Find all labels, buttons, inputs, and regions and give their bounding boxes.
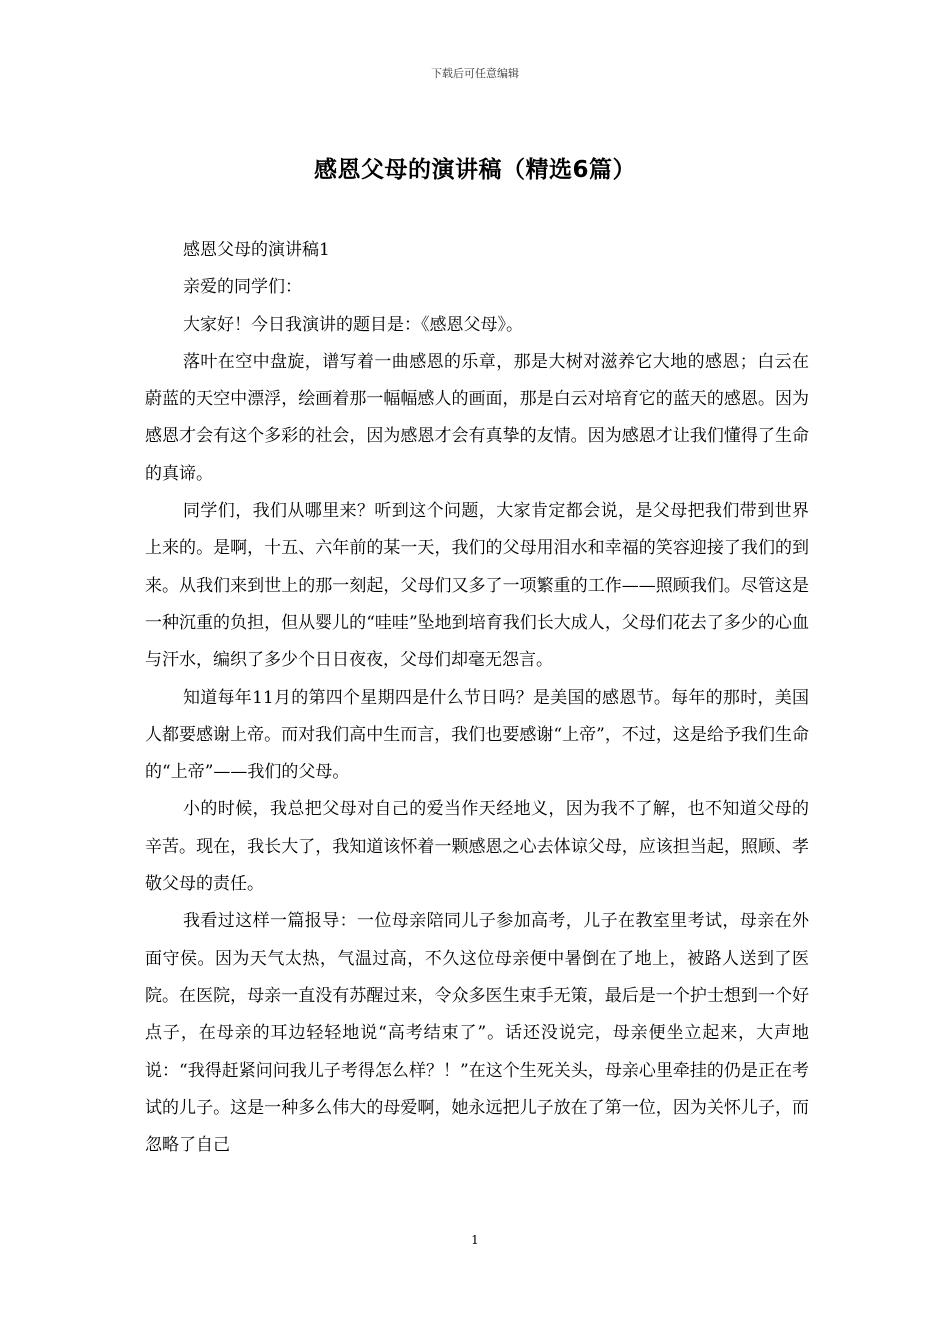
document-body xyxy=(145,232,809,1164)
salutation: 亲爱的同学们： xyxy=(183,277,302,298)
body-paragraph: 小的时候，我总把父母对自己的爱当作天经地义，因为我不了解，也不知道父母的辛苦。现在，我长大了，我知道该怀着一颗感恩之心去体谅父母，应该担当起，照顾、孝敬父母的责任。 xyxy=(145,799,809,895)
speech-heading: 感恩父母的演讲稿1 xyxy=(183,240,330,260)
document-title: 感恩父母的演讲稿（精选6篇） xyxy=(313,157,636,183)
page-number: 1 xyxy=(471,1233,479,1247)
greeting-paragraph: 大家好！今日我演讲的题目是：《感恩父母》。 xyxy=(183,314,523,335)
body-paragraph: 同学们，我们从哪里来？听到这个问题，大家肯定都会说，是父母把我们带到世界上来的。是啊，十五、六年前的某一天，我们的父母用泪水和幸福的笑容迎接了我们的到来。从我们来到世上的那一刻起，父母们又多了一项繁重的工作——照顾我们。尽管这是一种沉重的负担，但从婴儿的“哇哇”坠地到培育我们长大成人，父母们花去了多少的心血与汗水，编织了多少个日日夜夜，父母们却毫无怨言。 xyxy=(145,501,809,671)
header-note: 下载后可任意编辑 xyxy=(431,67,519,80)
body-paragraph: 知道每年11月的第四个星期四是什么节日吗？是美国的感恩节。每年的那时，美国人都要感谢上帝。而对我们高中生而言，我们也要感谢“上帝”，不过，这是给予我们生命的“上帝”——我们的父母。 xyxy=(145,687,809,783)
body-paragraph: 我看过这样一篇报导：一位母亲陪同儿子参加高考，儿子在教室里考试，母亲在外面守侯。因为天气太热，气温过高，不久这位母亲便中暑倒在了地上，被路人送到了医院。在医院，母亲一直没有苏醒过来，令众多医生束手无策，最后是一个护士想到一个好点子，在母亲的耳边轻轻地说“高考结束了”。话还没说完，母亲便坐立起来，大声地说：“我得赶紧问问我儿子考得怎么样？！”在这个生死关头，母亲心里牵挂的仍是正在考试的儿子。这是一种多么伟大的母爱啊，她永远把儿子放在了第一位，因为关怀儿子，而忽略了自己 xyxy=(145,911,809,1156)
body-paragraph: 落叶在空中盘旋，谱写着一曲感恩的乐章，那是大树对滋养它大地的感恩；白云在蔚蓝的天空中漂浮，绘画着那一幅幅感人的画面，那是白云对培育它的蓝天的感恩。因为感恩才会有这个多彩的社会，因为感恩才会有真挚的友情。因为感恩才让我们懂得了生命的真谛。 xyxy=(145,351,809,484)
